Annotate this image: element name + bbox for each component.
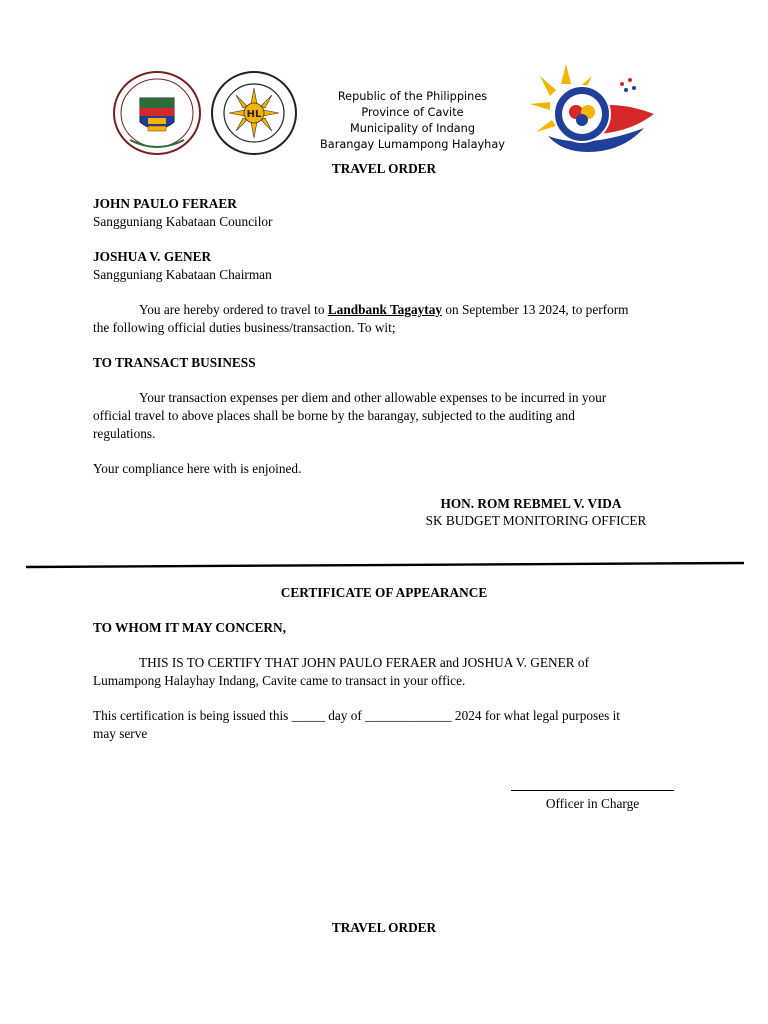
letterhead-line-municipality: Municipality of Indang (349, 122, 476, 135)
letterhead-line-province: Province of Cavite (361, 106, 464, 119)
signatory-name: HON. ROM REBMEL V. VIDA (440, 496, 622, 511)
section-divider (26, 556, 744, 564)
svg-text:HL: HL (246, 109, 262, 120)
person1-name: JOHN PAULO FERAER (93, 196, 237, 211)
issuance-paragraph-line1: This certification is being issued this _____ day of _____________ 2024 for what legal purposes it (93, 708, 620, 723)
travel-order-title: TRAVEL ORDER (331, 161, 437, 176)
signature-label: Officer in Charge (545, 796, 640, 811)
order-paragraph-prefix: You are hereby ordered to travel to (139, 302, 328, 317)
expenses-paragraph-line2: official travel to above places shall be borne by the barangay, subjected to the auditing and (93, 408, 575, 423)
certificate-title: CERTIFICATE OF APPEARANCE (280, 585, 488, 600)
order-paragraph-line1 (139, 301, 629, 319)
person2-title: Sangguniang Kabataan Chairman (93, 267, 272, 282)
expenses-paragraph-line1: Your transaction expenses per diem and other allowable expenses to be incurred in your (139, 390, 607, 405)
barangay-lumampong-halayhay-seal (210, 70, 298, 156)
compliance-line: Your compliance here with is enjoined. (93, 461, 302, 476)
order-paragraph-line2: the following official duties business/transaction. To wit; (93, 320, 396, 335)
letterhead-line-barangay: Barangay Lumampong Halayhay (320, 138, 505, 151)
sangguniang-kabataan-logo (526, 62, 658, 156)
letterhead-line-republic: Republic of the Philippines (337, 90, 488, 103)
indang-municipal-seal (112, 70, 202, 156)
signature-line (511, 790, 674, 791)
person1-title: Sangguniang Kabataan Councilor (93, 214, 273, 229)
person2-name: JOSHUA V. GENER (93, 249, 212, 264)
issuance-paragraph-line2: may serve (93, 726, 148, 741)
expenses-paragraph-line3: regulations. (93, 426, 156, 441)
letterhead (305, 89, 520, 153)
next-travel-order-title: TRAVEL ORDER (331, 920, 437, 935)
certificate-salutation: TO WHOM IT MAY CONCERN, (93, 620, 286, 635)
destination-place: Landbank Tagaytay (327, 302, 443, 317)
order-paragraph-suffix: on September 13 2024, to perform (442, 302, 629, 317)
certificate-paragraph-line2: Lumampong Halayhay Indang, Cavite came to transact in your office. (93, 673, 466, 688)
signatory-title: SK BUDGET MONITORING OFFICER (425, 513, 647, 528)
purpose-heading: TO TRANSACT BUSINESS (93, 355, 256, 370)
certificate-paragraph-line1: THIS IS TO CERTIFY THAT JOHN PAULO FERAER and JOSHUA V. GENER of (139, 655, 589, 670)
